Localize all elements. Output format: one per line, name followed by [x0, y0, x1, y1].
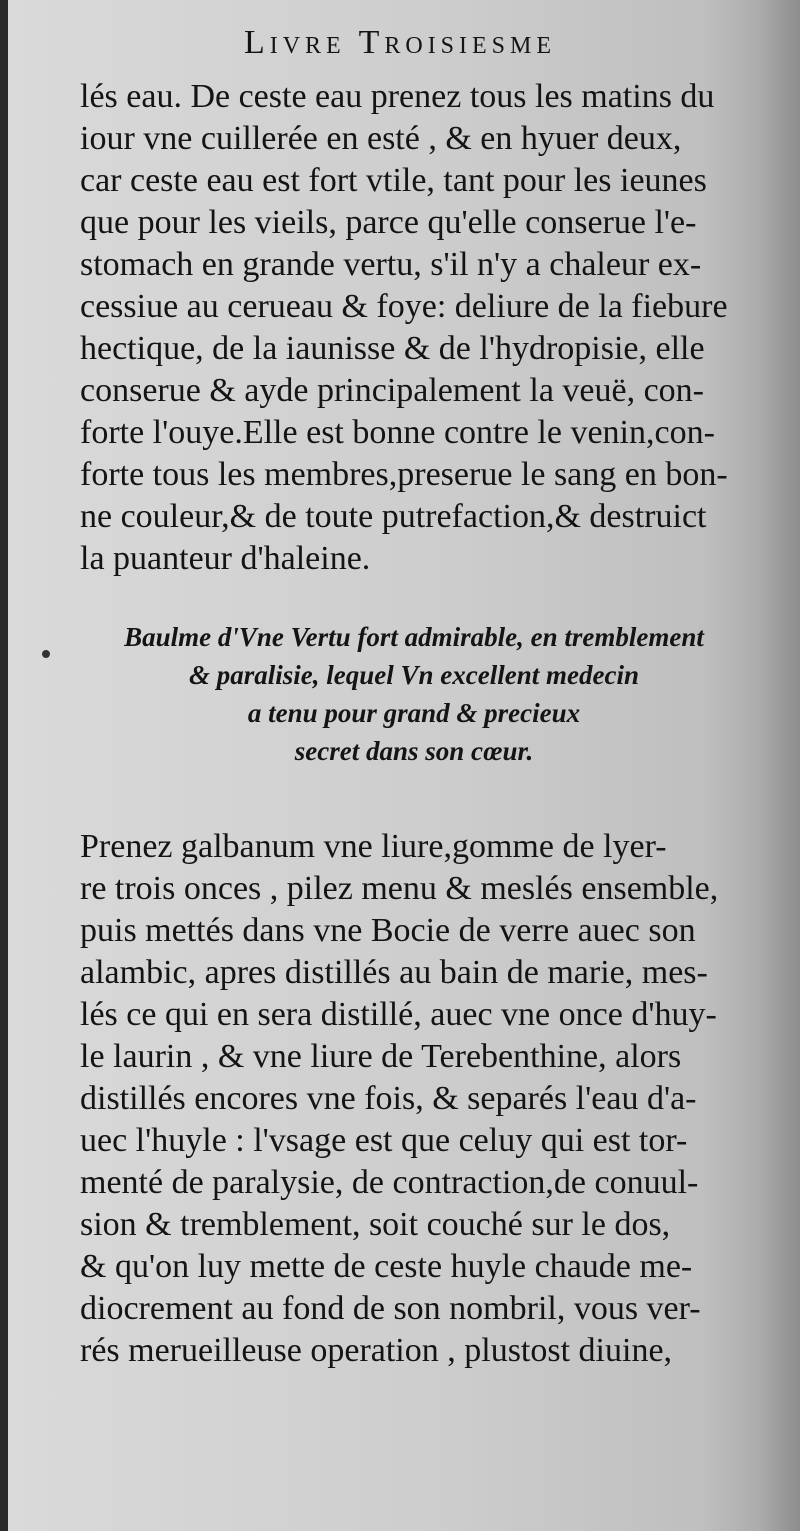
text-line: rés merueilleuse operation , plustost diuine, — [80, 1332, 673, 1369]
text-line: que pour les vieils, parce qu'elle conserue l'e- — [80, 204, 697, 241]
text-line: diocrement au fond de son nombril, vous ver- — [80, 1290, 701, 1327]
text-line: ne couleur,& de toute putrefaction,& destruict — [80, 498, 707, 535]
text-line: & qu'on luy mette de ceste huyle chaude me- — [80, 1248, 693, 1285]
heading-line: a tenu pour grand & precieux — [247, 698, 581, 728]
text-line: stomach en grande vertu, s'il n'y a chaleur ex- — [80, 246, 702, 283]
text-line: le laurin , & vne liure de Terebenthine, alors — [80, 1038, 682, 1075]
page-right-shadow — [760, 0, 800, 1531]
text-line: uec l'huyle : l'vsage est que celuy qui est tor- — [80, 1122, 688, 1159]
paragraph-1 — [80, 76, 750, 580]
ink-dot — [42, 650, 50, 658]
text-line: Prenez galbanum vne liure,gomme de lyer- — [80, 828, 667, 865]
text-line: cessiue au cerueau & foye: deliure de la fiebure — [80, 288, 728, 325]
text-line: conserue & ayde principalement la veuë, con- — [80, 372, 705, 409]
running-header: Livre Troisiesme — [243, 24, 557, 61]
text-line: car ceste eau est fort vtile, tant pour les ieunes — [80, 162, 707, 199]
text-line: forte tous les membres,preserue le sang en bon- — [80, 456, 728, 493]
paragraph-2 — [80, 826, 750, 1372]
text-line: hectique, de la iaunisse & de l'hydropisie, elle — [80, 330, 705, 367]
heading-line: Baulme d'Vne Vertu fort admirable, en tremblement — [124, 622, 704, 652]
text-line: lés eau. De ceste eau prenez tous les matins du — [80, 78, 715, 115]
text-line: lés ce qui en sera distillé, auec vne once d'huy- — [80, 996, 717, 1033]
heading-line: & paralisie, lequel Vn excellent medecin — [189, 660, 639, 690]
text-line: la puanteur d'haleine. — [80, 540, 371, 577]
text-line: iour vne cuillerée en esté , & en hyuer deux, — [80, 120, 682, 157]
recipe-heading — [78, 618, 750, 770]
text-line: re trois onces , pilez menu & meslés ensemble, — [80, 870, 719, 907]
text-line: menté de paralysie, de contraction,de conuul- — [80, 1164, 699, 1201]
text-line: puis mettés dans vne Bocie de verre auec son — [80, 912, 696, 949]
text-line: sion & tremblement, soit couché sur le dos, — [80, 1206, 671, 1243]
page-left-edge — [0, 0, 8, 1531]
heading-line: secret dans son cœur. — [294, 736, 534, 766]
text-line: forte l'ouye.Elle est bonne contre le venin,con- — [80, 414, 715, 451]
text-line: alambic, apres distillés au bain de marie, mes- — [80, 954, 708, 991]
text-line: distillés encores vne fois, & separés l'eau d'a- — [80, 1080, 697, 1117]
